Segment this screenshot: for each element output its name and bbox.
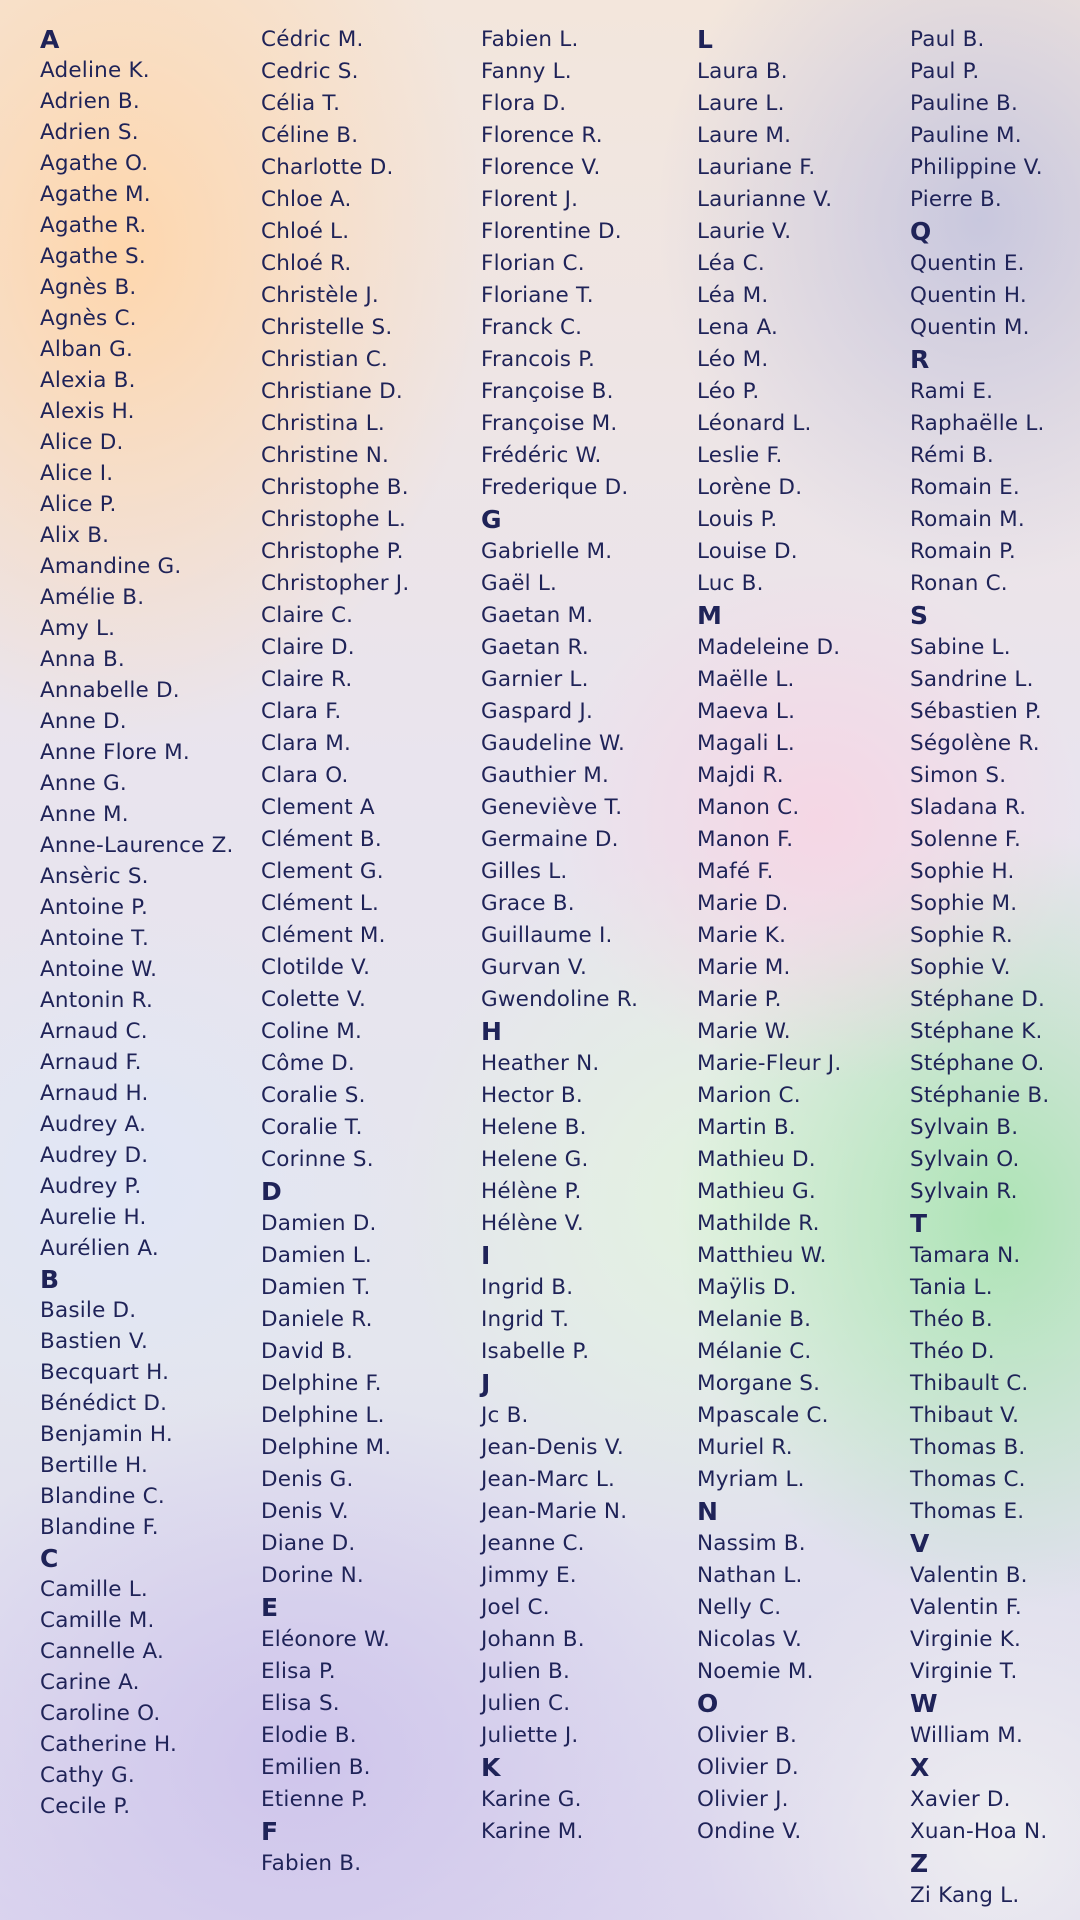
name-item: Damien T. [261,1275,371,1300]
name-item: Christiane D. [261,379,403,404]
name-item: Elisa P. [261,1659,336,1684]
name-item: Majdi R. [697,763,784,788]
name-item: Côme D. [261,1051,355,1076]
name-item: Célia T. [261,91,341,116]
name-item: Sophie V. [910,955,1011,980]
name-item: Jimmy E. [481,1563,577,1588]
section-letter: O [697,1689,719,1718]
name-item: Mathieu G. [697,1179,816,1204]
name-item: Clément L. [261,891,380,916]
name-item: Cédric M. [261,27,364,52]
name-item: Gabrielle M. [481,539,613,564]
name-item: Sophie R. [910,923,1013,948]
section-letter: J [481,1369,491,1398]
name-item: Catherine H. [40,1732,177,1757]
name-item: Cecile P. [40,1794,131,1819]
name-item: Germaine D. [481,827,619,852]
name-item: Grace B. [481,891,575,916]
name-item: Christophe B. [261,475,409,500]
name-item: Thibaut V. [910,1403,1020,1428]
name-item: Louise D. [697,539,798,564]
name-item: Emilien B. [261,1755,371,1780]
name-item: Solenne F. [910,827,1022,852]
name-item: Arnaud C. [40,1019,148,1044]
name-item: Isabelle P. [481,1339,590,1364]
name-item: Christophe P. [261,539,404,564]
name-item: Ségolène R. [910,731,1040,756]
name-item: Ondine V. [697,1819,802,1844]
name-item: Anne Flore M. [40,740,190,765]
section-letter: Q [910,217,932,246]
name-item: Paul B. [910,27,985,52]
name-item: Laure M. [697,123,792,148]
name-item: Basile D. [40,1298,137,1323]
name-item: Frédéric W. [481,443,602,468]
name-item: Léo P. [697,379,760,404]
name-item: Heather N. [481,1051,600,1076]
name-item: Jc B. [481,1403,529,1428]
name-item: Claire D. [261,635,355,660]
name-item: Cedric S. [261,59,359,84]
name-item: Aurelie H. [40,1205,147,1230]
name-item: Benjamin H. [40,1422,173,1447]
section-letter: X [910,1753,930,1782]
name-item: Chloé R. [261,251,352,276]
name-item: Clara M. [261,731,351,756]
name-item: Valentin F. [910,1595,1022,1620]
name-item: Sébastien P. [910,699,1042,724]
name-item: Coralie S. [261,1083,366,1108]
name-item: Nathan L. [697,1563,803,1588]
name-item: Christian C. [261,347,388,372]
name-item: Karine M. [481,1819,584,1844]
name-item: Lena A. [697,315,779,340]
name-item: Sophie M. [910,891,1018,916]
name-item: Quentin M. [910,315,1030,340]
name-item: Alban G. [40,337,134,362]
name-item: Théo B. [910,1307,993,1332]
name-item: Arnaud F. [40,1050,142,1075]
name-item: Nassim B. [697,1531,806,1556]
name-item: Stéphane O. [910,1051,1045,1076]
name-item: Olivier J. [697,1787,789,1812]
name-item: Thomas E. [910,1499,1025,1524]
name-item: Christine N. [261,443,390,468]
name-item: Quentin E. [910,251,1025,276]
name-item: Alix B. [40,523,110,548]
name-item: Audrey D. [40,1143,149,1168]
name-item: Corinne S. [261,1147,374,1172]
name-item: Annabelle D. [40,678,180,703]
name-item: Pauline B. [910,91,1019,116]
section-letter: C [40,1544,59,1573]
column-3 [481,24,638,1848]
name-item: Sabine L. [910,635,1011,660]
name-item: Cannelle A. [40,1639,165,1664]
section-letter: D [261,1177,283,1206]
name-item: Clement A [261,795,375,820]
name-item: Francois P. [481,347,596,372]
column-1 [40,24,234,1822]
name-item: Aurélien A. [40,1236,159,1261]
name-item: Manon C. [697,795,800,820]
name-item: Pauline M. [910,123,1022,148]
name-item: Guillaume I. [481,923,613,948]
name-item: Adeline K. [40,58,150,83]
name-item: Romain E. [910,475,1020,500]
name-item: Léo M. [697,347,769,372]
name-item: Gaudeline W. [481,731,625,756]
section-letter: G [481,505,503,534]
name-item: Agathe R. [40,213,147,238]
name-item: Arnaud H. [40,1081,149,1106]
name-item: Florian C. [481,251,585,276]
name-item: Florence R. [481,123,603,148]
name-item: Helene B. [481,1115,587,1140]
name-item: Sladana R. [910,795,1027,820]
section-letter: N [697,1497,719,1526]
name-item: William M. [910,1723,1024,1748]
name-item: Adrien B. [40,89,140,114]
name-item: Lauriane F. [697,155,816,180]
name-item: Daniele R. [261,1307,373,1332]
section-letter: H [481,1017,503,1046]
name-item: Marie D. [697,891,789,916]
name-item: Florentine D. [481,219,622,244]
name-item: Chloé L. [261,219,350,244]
name-item: Thomas C. [910,1467,1026,1492]
name-item: Coralie T. [261,1115,363,1140]
name-item: Pierre B. [910,187,1002,212]
name-item: Amélie B. [40,585,145,610]
name-item: Fanny L. [481,59,572,84]
name-item: Françoise B. [481,379,614,404]
name-item: Johann B. [481,1627,585,1652]
name-item: Lorène D. [697,475,803,500]
name-item: Agnès C. [40,306,137,331]
name-item: Gaspard J. [481,699,593,724]
name-item: Marie-Fleur J. [697,1051,842,1076]
name-item: Leslie F. [697,443,783,468]
name-item: Audrey P. [40,1174,142,1199]
name-item: Fabien B. [261,1851,362,1876]
name-item: Bénédict D. [40,1391,168,1416]
name-item: Ingrid B. [481,1275,574,1300]
name-item: Geneviève T. [481,795,623,820]
name-item: Céline B. [261,123,359,148]
name-item: Bertille H. [40,1453,149,1478]
name-item: Xavier D. [910,1787,1011,1812]
name-item: Floriane T. [481,283,594,308]
name-item: Marion C. [697,1083,801,1108]
name-item: Caroline O. [40,1701,161,1726]
name-item: Gaetan M. [481,603,594,628]
name-item: David B. [261,1339,354,1364]
name-item: Sylvain R. [910,1179,1018,1204]
name-item: Jean-Marc L. [481,1467,616,1492]
name-item: Marie K. [697,923,787,948]
name-item: Raphaëlle L. [910,411,1045,436]
name-item: Nicolas V. [697,1627,802,1652]
name-item: Sophie H. [910,859,1015,884]
name-item: Thomas B. [910,1435,1026,1460]
section-letter: V [910,1529,930,1558]
name-item: Camille L. [40,1577,148,1602]
name-item: Maÿlis D. [697,1275,797,1300]
name-item: Clara O. [261,763,349,788]
name-item: Stéphane D. [910,987,1046,1012]
name-item: Karine G. [481,1787,582,1812]
name-item: Damien L. [261,1243,372,1268]
name-item: Jeanne C. [481,1531,585,1556]
name-item: Mathilde R. [697,1211,820,1236]
section-letter: Z [910,1849,929,1878]
name-item: Franck C. [481,315,583,340]
name-item: Hélène P. [481,1179,582,1204]
name-item: Bastien V. [40,1329,148,1354]
name-item: Mafé F. [697,859,774,884]
name-item: Stéphanie B. [910,1083,1050,1108]
name-item: Muriel R. [697,1435,793,1460]
name-item: Mathieu D. [697,1147,816,1172]
section-letter: S [910,601,929,630]
name-item: Delphine F. [261,1371,382,1396]
name-item: Anna B. [40,647,125,672]
name-item: Charlotte D. [261,155,394,180]
section-letter: T [910,1209,928,1238]
section-letter: I [481,1241,491,1270]
name-item: Claire R. [261,667,353,692]
name-item: Jean-Marie N. [481,1499,628,1524]
name-item: Mélanie C. [697,1339,812,1364]
section-letter: W [910,1689,939,1718]
name-item: Anne-Laurence Z. [40,833,234,858]
name-item: Clement G. [261,859,384,884]
name-item: Denis G. [261,1467,354,1492]
name-item: Gilles L. [481,859,568,884]
name-item: Marie P. [697,987,782,1012]
name-item: Valentin B. [910,1563,1028,1588]
name-item: Marie W. [697,1019,791,1044]
name-item: Juliette J. [481,1723,579,1748]
name-item: Philippine V. [910,155,1043,180]
name-item: Françoise M. [481,411,618,436]
name-item: Christopher J. [261,571,410,596]
name-item: Fabien L. [481,27,579,52]
name-item: Alexia B. [40,368,136,393]
name-item: Becquart H. [40,1360,170,1385]
name-item: Ingrid T. [481,1307,570,1332]
name-item: Rémi B. [910,443,994,468]
name-item: Laure L. [697,91,785,116]
name-item: Agathe S. [40,244,146,269]
name-item: Romain P. [910,539,1016,564]
name-item: Flora D. [481,91,567,116]
name-item: Gauthier M. [481,763,609,788]
name-item: Thibault C. [910,1371,1029,1396]
name-item: Magali L. [697,731,795,756]
name-item: Léa C. [697,251,765,276]
section-letter: B [40,1265,60,1294]
name-item: Agathe M. [40,182,151,207]
name-item: Théo D. [910,1339,995,1364]
name-item: Coline M. [261,1019,362,1044]
name-item: Julien B. [481,1659,570,1684]
section-letter: M [697,601,723,630]
name-item: Christina L. [261,411,385,436]
name-item: Ansèric S. [40,864,149,889]
name-item: Myriam L. [697,1467,805,1492]
name-item: Laurianne V. [697,187,833,212]
name-item: Luc B. [697,571,764,596]
name-item: Nelly C. [697,1595,782,1620]
name-item: Olivier D. [697,1755,799,1780]
name-item: Agnès B. [40,275,137,300]
name-item: Frederique D. [481,475,629,500]
name-item: Camille M. [40,1608,155,1633]
column-4 [697,24,841,1848]
name-item: Adrien S. [40,120,139,145]
name-item: Amandine G. [40,554,182,579]
name-item: Romain M. [910,507,1025,532]
name-item: Martin B. [697,1115,796,1140]
name-item: Claire C. [261,603,354,628]
name-item: Denis V. [261,1499,349,1524]
name-item: Paul P. [910,59,980,84]
column-5 [910,24,1049,1912]
name-item: Audrey A. [40,1112,147,1137]
name-item: Amy L. [40,616,116,641]
column-2 [261,24,409,1880]
name-item: Léa M. [697,283,769,308]
name-item: Delphine M. [261,1435,392,1460]
name-item: Chloe A. [261,187,352,212]
section-letter: A [40,25,60,54]
name-item: Manon F. [697,827,794,852]
name-item: Rami E. [910,379,994,404]
name-item: Mpascale C. [697,1403,829,1428]
name-item: Christophe L. [261,507,406,532]
name-item: Helene G. [481,1147,589,1172]
name-item: Cathy G. [40,1763,135,1788]
name-item: Anne M. [40,802,129,827]
name-item: Julien C. [481,1691,571,1716]
name-item: Maëlle L. [697,667,795,692]
name-item: Gaetan R. [481,635,589,660]
name-item: Noemie M. [697,1659,814,1684]
name-item: Florent J. [481,187,579,212]
name-item: Louis P. [697,507,778,532]
name-item: Clément B. [261,827,382,852]
name-item: Sylvain B. [910,1115,1019,1140]
name-item: Elisa S. [261,1691,340,1716]
name-item: Christelle S. [261,315,393,340]
name-item: Clotilde V. [261,955,371,980]
name-item: Melanie B. [697,1307,812,1332]
name-item: Agathe O. [40,151,149,176]
section-letter: E [261,1593,279,1622]
name-item: Marie M. [697,955,791,980]
name-item: Antoine W. [40,957,158,982]
name-item: Elodie B. [261,1723,357,1748]
name-item: Gaël L. [481,571,558,596]
name-item: Tamara N. [910,1243,1021,1268]
name-item: Hector B. [481,1083,583,1108]
name-item: Antoine P. [40,895,149,920]
name-item: Sylvain O. [910,1147,1020,1172]
name-item: Virginie T. [910,1659,1018,1684]
name-item: Alice D. [40,430,124,455]
name-item: Joel C. [481,1595,550,1620]
name-item: Tania L. [910,1275,993,1300]
name-item: Ronan C. [910,571,1008,596]
name-item: Maeva L. [697,699,796,724]
name-item: Christèle J. [261,283,379,308]
name-item: Quentin H. [910,283,1027,308]
name-item: Carine A. [40,1670,140,1695]
section-letter: K [481,1753,501,1782]
name-item: Alexis H. [40,399,135,424]
name-item: Gwendoline R. [481,987,639,1012]
name-item: Eléonore W. [261,1627,390,1652]
name-item: Florence V. [481,155,601,180]
section-letter: R [910,345,930,374]
name-item: Anne G. [40,771,127,796]
name-item: Simon S. [910,763,1007,788]
name-item: Diane D. [261,1531,356,1556]
name-item: Damien D. [261,1211,377,1236]
name-item: Léonard L. [697,411,812,436]
name-item: Madeleine D. [697,635,841,660]
name-item: Xuan-Hoa N. [910,1819,1048,1844]
name-item: Clara F. [261,699,342,724]
name-item: Antoine T. [40,926,149,951]
name-item: Garnier L. [481,667,589,692]
name-item: Jean-Denis V. [481,1435,624,1460]
name-item: Laurie V. [697,219,792,244]
name-item: Sandrine L. [910,667,1034,692]
section-letter: F [261,1817,279,1846]
name-item: Antonin R. [40,988,153,1013]
name-item: Matthieu W. [697,1243,827,1268]
name-item: Olivier B. [697,1723,798,1748]
name-item: Zi Kang L. [910,1883,1020,1908]
name-item: Blandine F. [40,1515,159,1540]
name-item: Stéphane K. [910,1019,1043,1044]
name-item: Alice P. [40,492,117,517]
name-item: Laura B. [697,59,788,84]
name-item: Delphine L. [261,1403,385,1428]
name-item: Colette V. [261,987,367,1012]
name-item: Etienne P. [261,1787,368,1812]
name-item: Gurvan V. [481,955,588,980]
names-directory [0,24,1080,1908]
name-item: Blandine C. [40,1484,165,1509]
name-item: Hélène V. [481,1211,584,1236]
name-item: Alice I. [40,461,114,486]
name-item: Dorine N. [261,1563,364,1588]
name-item: Clément M. [261,923,386,948]
name-item: Morgane S. [697,1371,821,1396]
name-item: Anne D. [40,709,127,734]
section-letter: L [697,25,714,54]
name-item: Virginie K. [910,1627,1022,1652]
